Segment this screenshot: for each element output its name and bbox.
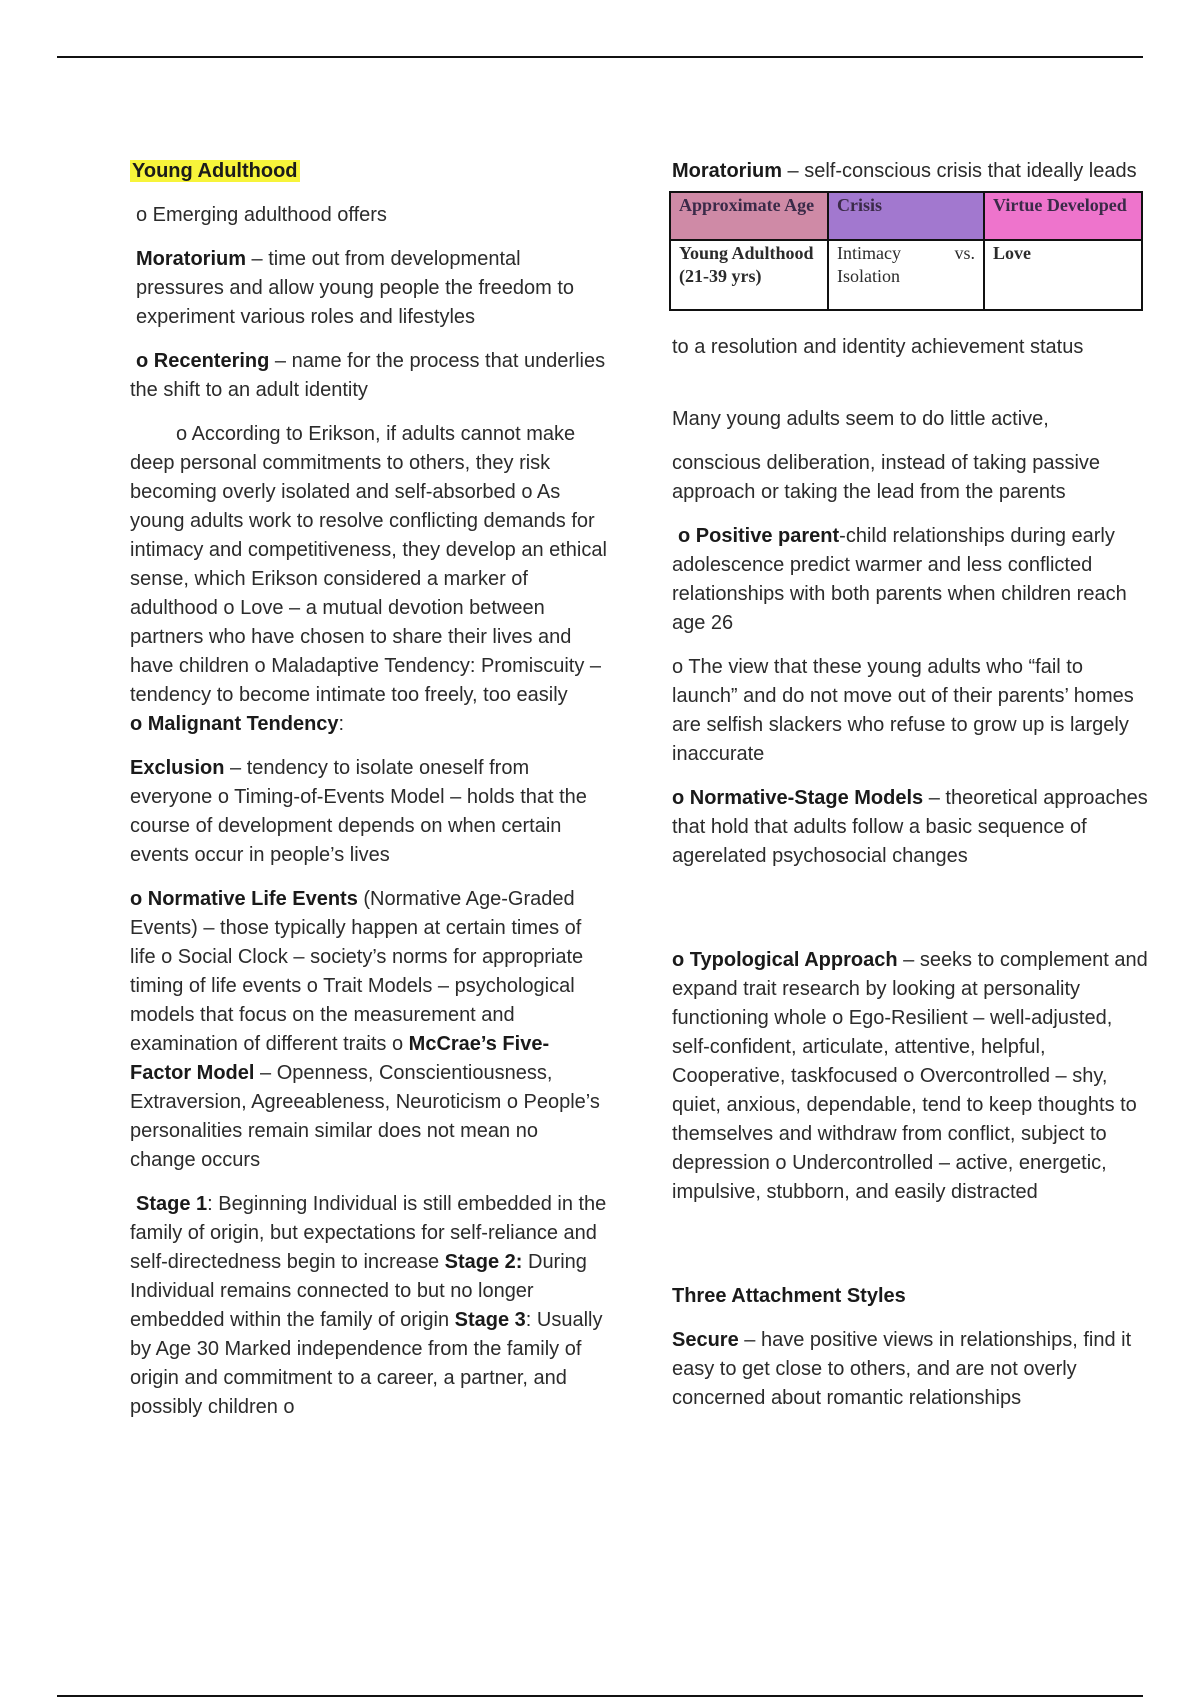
exclusion-term: Exclusion (130, 757, 225, 779)
spacer (672, 1222, 1150, 1282)
exclusion-paragraph (130, 754, 608, 870)
resolution-text: to a resolution and identity achievement status (672, 336, 1084, 358)
moratorium-crisis-paragraph (672, 157, 1150, 186)
malignant-term: o Malignant Tendency (130, 713, 339, 735)
positive-parent-term: o Positive parent (678, 525, 840, 547)
section-heading (130, 157, 608, 186)
moratorium-term: Moratorium (136, 248, 246, 270)
recentering-term: o Recentering (136, 350, 270, 372)
normative-life-events-paragraph (130, 885, 608, 1175)
stages-paragraph (130, 1190, 608, 1422)
normative-stage-term: o Normative-Stage Models (672, 787, 924, 809)
recentering-paragraph (130, 347, 608, 405)
crisis-table (669, 191, 1143, 311)
table-header-row (670, 192, 1142, 240)
moratorium-paragraph (130, 245, 608, 332)
cell-crisis (828, 240, 984, 310)
normative-stage-paragraph (672, 784, 1150, 871)
stage3-term: Stage 3 (454, 1309, 526, 1331)
mccrae-definition: – Openness, Conscientiousness, Extraversion, Agreeableness, Neuroticism o People’s personalities remain similar does not mean no change occurs (130, 1062, 600, 1171)
attachment-heading (672, 1282, 1150, 1311)
exclusion-definition: – tendency to isolate oneself from everyone o Timing-of-Events Model – holds that the course of development depends on when certain events occur in people’s lives (130, 757, 587, 866)
crisis-isolation: Isolation (837, 266, 900, 286)
stage3-definition: : Usually by Age 30 Marked independence from the family of origin and commitment to a career, a partner, and possibly children o (130, 1309, 603, 1418)
header-crisis: Crisis (828, 192, 984, 240)
bottom-rule (57, 1695, 1143, 1697)
positive-parent-paragraph (672, 522, 1150, 638)
malignant-colon: : (338, 713, 345, 735)
moratorium-crisis-definition: – self-conscious crisis that ideally leads (782, 160, 1137, 182)
stage2-term: Stage 2: (444, 1251, 523, 1273)
conscious-deliberation: conscious deliberation, instead of taking passive approach or taking the lead from the parents (672, 452, 1101, 503)
nle-term: o Normative Life Events (130, 888, 358, 910)
secure-paragraph (672, 1326, 1150, 1413)
erikson-text: o According to Erikson, if adults cannot make deep personal commitments to others, they risk becoming overly isolated and self-absorbed o As young adults work to resolve conflicting demands for intimacy and competitiveness, they develop an ethical sense, which Erikson considered a marker of adulthood o Love – a mutual devotion between partners who have chosen to share their lives and have children o Maladaptive Tendency: Promiscuity – tendency to become intimate too freely, too easily (130, 423, 607, 706)
erikson-paragraph (130, 420, 608, 739)
secure-term: Secure (672, 1329, 739, 1351)
emerging-adulthood: o Emerging adulthood offers (136, 204, 387, 226)
cell-virtue: Love (984, 240, 1142, 310)
typological-paragraph (672, 946, 1150, 1207)
typological-term: o Typological Approach (672, 949, 898, 971)
attachment-heading-text: Three Attachment Styles (672, 1285, 906, 1307)
secure-definition: – have positive views in relationships, find it easy to get close to others, and are not overly concerned about romantic relationships (672, 1329, 1132, 1409)
moratorium-crisis-term: Moratorium (672, 160, 782, 182)
recentering-definition: – name for the process that underlies the shift to an adult identity (130, 350, 606, 401)
stage2-definition: During Individual remains connected to but no longer embedded within the family of origin (130, 1251, 587, 1331)
moratorium-definition: – time out from developmental pressures and allow young people the freedom to experiment various roles and lifestyles (136, 248, 575, 328)
stage1-definition: : Beginning Individual is still embedded in the family of origin, but expectations for self-reliance and self-directedness begin to increase (130, 1193, 607, 1273)
spacer (672, 886, 1150, 946)
top-rule (57, 56, 1143, 58)
normative-stage-definition: – theoretical approaches that hold that adults follow a basic sequence of agerelated psychosocial changes (672, 787, 1148, 867)
right-column (672, 157, 1150, 1428)
table-row (670, 240, 1142, 310)
positive-parent-definition: -child relationships during early adolescence predict warmer and less conflicted relationships with both parents when children reach age 26 (672, 525, 1127, 634)
many-young-adults: Many young adults seem to do little active, (672, 408, 1049, 430)
header-virtue: Virtue Developed (984, 192, 1142, 240)
spacer (672, 377, 1150, 405)
nle-definition: (Normative Age-Graded Events) – those typically happen at certain times of life o Social Clock – society’s norms for appropriate timing of life events o Trait Models – psychological models that focus on the measurement and examination of different traits o (130, 888, 584, 1055)
header-approximate-age: Approximate Age (670, 192, 828, 240)
highlighted-heading: Young Adulthood (132, 160, 298, 182)
mccrae-term: McCrae’s Five-Factor Model (130, 1033, 550, 1084)
left-column (130, 157, 608, 1437)
typological-definition: – seeks to complement and expand trait research by looking at personality functioning whole o Ego-Resilient – well-adjusted, self-confident, articulate, attentive, helpful, Cooperative, taskfocused o Overcontrolled – shy, quiet, anxious, dependable, tend to keep thoughts to themselves and withdraw from conflict, subject to depression o Undercontrolled – active, energetic, impulsive, stubborn, and easily distracted (672, 949, 1148, 1203)
fail-to-launch-paragraph: o The view that these young adults who “fail to launch” and do not move out of their parents’ homes are selfish slackers who refuse to grow up is largely inaccurate (672, 656, 1134, 765)
crisis-vs: vs. (954, 243, 975, 263)
crisis-intimacy: Intimacy (837, 243, 901, 263)
cell-age: Young Adulthood (21-39 yrs) (670, 240, 828, 310)
stage1-term: Stage 1 (136, 1193, 208, 1215)
